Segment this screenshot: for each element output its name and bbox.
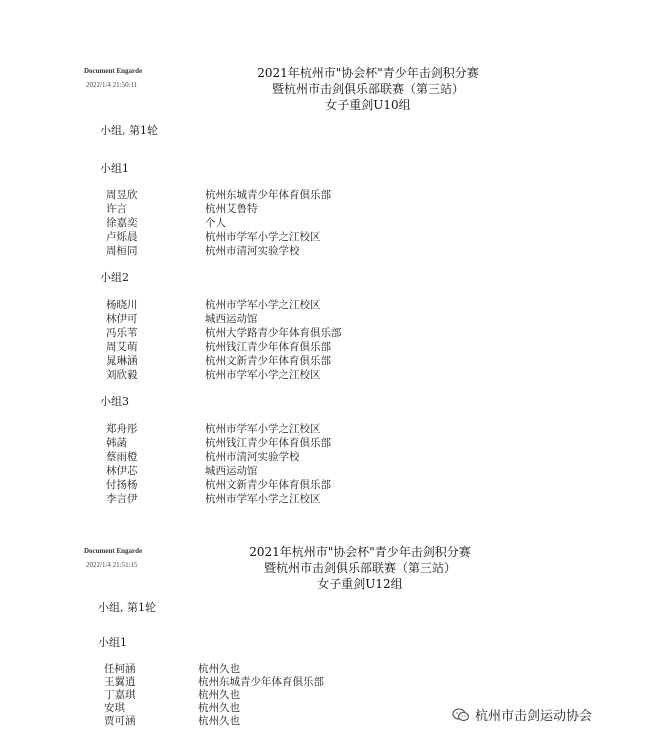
event-title: 2021年杭州市"协会杯"青少年击剑积分赛	[249, 545, 471, 559]
fencer-club: 城西运动馆	[205, 313, 258, 325]
fencer-club: 杭州文新青少年体育俱乐部	[205, 355, 331, 367]
fencer-club: 杭州东城青少年体育俱乐部	[198, 676, 324, 688]
doc-timestamp: 2022/1/4 21:50:11	[86, 81, 138, 89]
fencer-club: 杭州市学军小学之江校区	[205, 369, 321, 381]
fencer-club: 城西运动馆	[205, 465, 258, 477]
fencer-club: 杭州市学军小学之江校区	[205, 299, 321, 311]
fencer-name: 周艾萌	[106, 341, 138, 353]
fencer-name: 周昱欣	[106, 189, 138, 201]
fencer-club: 杭州久也	[198, 663, 240, 675]
doc-source-label: Document Engarde	[84, 67, 143, 75]
fencer-name: 任柯涵	[104, 663, 136, 675]
fencer-club: 杭州市学军小学之江校区	[205, 231, 321, 243]
fencer-name: 李言伊	[106, 493, 138, 505]
fencer-club: 杭州市清河实验学校	[205, 245, 300, 257]
fencer-name: 徐嘉奕	[106, 217, 138, 229]
fencer-name: 蔡雨橙	[106, 451, 138, 463]
wechat-icon	[452, 708, 470, 722]
fencer-name: 王翼逍	[104, 676, 136, 688]
fencer-name: 冯乐苇	[106, 327, 138, 339]
doc-source-label: Document Engarde	[84, 547, 143, 555]
watermark-text: 杭州市击剑运动协会	[475, 709, 593, 724]
fencer-club: 杭州文新青少年体育俱乐部	[205, 479, 331, 491]
pool-heading: 小组3	[100, 395, 129, 408]
fencer-club: 个人	[205, 217, 226, 229]
fencer-club: 杭州艾鲁特	[205, 203, 258, 215]
fencer-name: 杨晓川	[106, 299, 138, 311]
event-title: 2021年杭州市"协会杯"青少年击剑积分赛	[257, 66, 479, 80]
fencer-club: 杭州市学军小学之江校区	[205, 493, 321, 505]
fencer-club: 杭州久也	[198, 715, 240, 727]
fencer-name: 卢烁晨	[106, 231, 138, 243]
pool-heading: 小组2	[100, 271, 129, 284]
round-heading: 小组, 第1轮	[100, 124, 158, 137]
fencer-name: 韩菡	[106, 437, 127, 449]
pool-heading: 小组1	[98, 636, 127, 649]
fencer-name: 付扬杨	[106, 479, 138, 491]
fencer-club: 杭州东城青少年体育俱乐部	[205, 189, 331, 201]
fencer-name: 郑舟彤	[106, 423, 138, 435]
fencer-name: 安琪	[104, 702, 125, 714]
fencer-club: 杭州钱江青少年体育俱乐部	[205, 437, 331, 449]
event-category: 女子重剑U10组	[325, 98, 411, 112]
fencer-name: 贾可涵	[104, 715, 136, 727]
fencer-club: 杭州大学路青少年体育俱乐部	[205, 327, 342, 339]
doc-timestamp: 2022/1/4 21:51:15	[86, 561, 138, 569]
pool-heading: 小组1	[100, 162, 129, 175]
fencer-name: 林伊芯	[106, 465, 138, 477]
watermark	[452, 705, 592, 724]
event-subtitle: 暨杭州市击剑俱乐部联赛（第三站）	[271, 82, 464, 96]
fencer-club: 杭州久也	[198, 689, 240, 701]
event-subtitle: 暨杭州市击剑俱乐部联赛（第三站）	[263, 561, 456, 575]
fencer-name: 晁琳涵	[106, 355, 138, 367]
fencer-name: 许言	[106, 203, 127, 215]
fencer-name: 刘欣毅	[106, 369, 138, 381]
fencer-club: 杭州市学军小学之江校区	[205, 423, 321, 435]
fencer-name: 周桓同	[106, 245, 138, 257]
fencer-name: 丁嘉琪	[104, 689, 136, 701]
event-category: 女子重剑U12组	[317, 577, 403, 591]
fencer-name: 林伊可	[106, 313, 138, 325]
fencer-club: 杭州钱江青少年体育俱乐部	[205, 341, 331, 353]
round-heading: 小组, 第1轮	[98, 601, 156, 614]
fencer-club: 杭州市清河实验学校	[205, 451, 300, 463]
fencer-club: 杭州久也	[198, 702, 240, 714]
